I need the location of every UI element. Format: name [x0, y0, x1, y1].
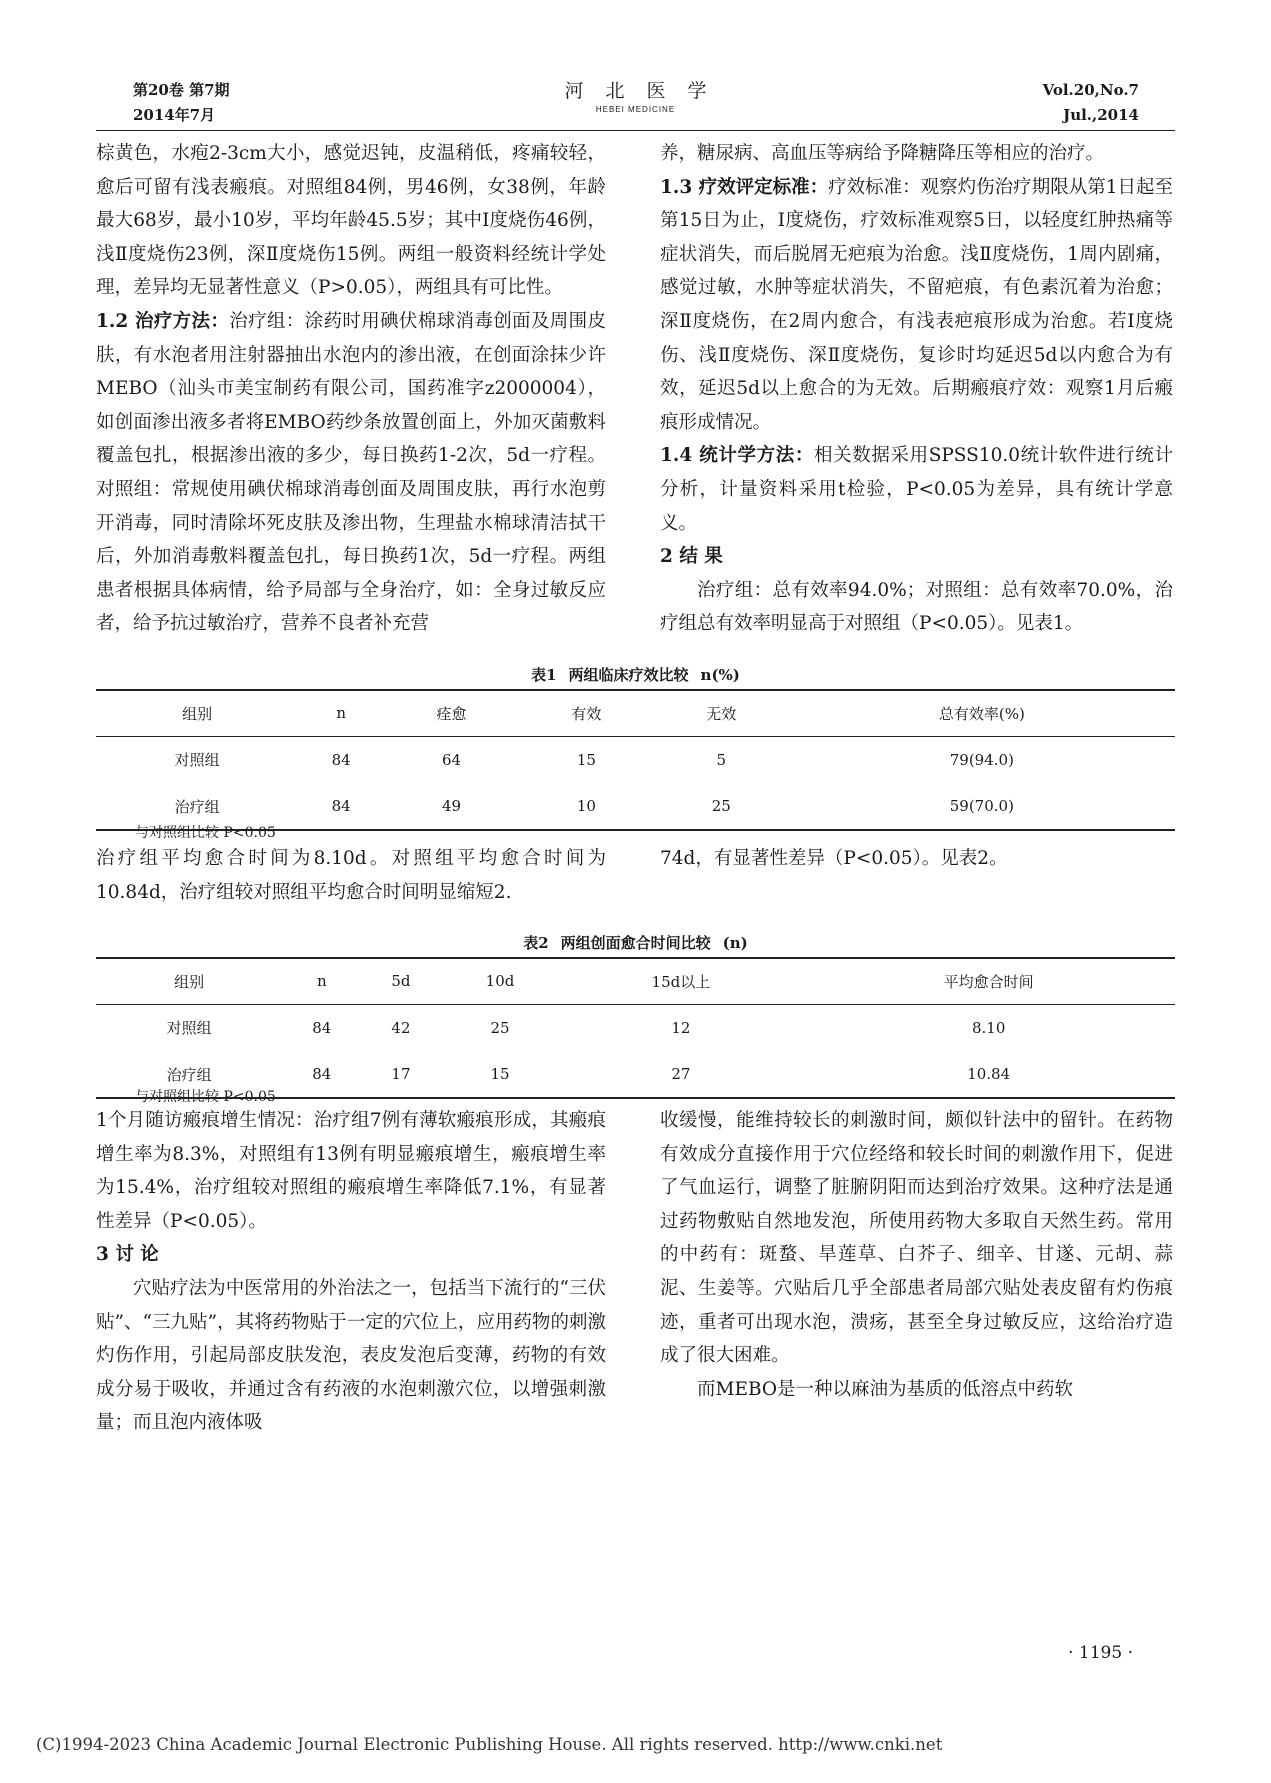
- header-rule: [96, 130, 1175, 131]
- copyright-footer: (C)1994-2023 China Academic Journal Electronic Publishing House. All rights reserved. http://www.cnki.net: [36, 1735, 943, 1754]
- table1-caption: [0, 664, 1271, 685]
- table-cell: 5: [716, 750, 727, 769]
- table-header: n: [282, 958, 361, 1004]
- table-cell: 84: [331, 750, 351, 769]
- table-header: 组别: [96, 690, 298, 736]
- table-row: [96, 1004, 1175, 1051]
- table2-title: 两组创面愈合时间比较: [560, 934, 711, 952]
- paragraph: 穴贴疗法为中医常用的外治法之一，包括当下流行的“三伏贴”、“三九贴”，其将药物贴于一定的穴位上，应用药物的刺激灼伤作用，引起局部皮肤发泡，表皮发泡后变薄，药物的有效成分易于吸收，并通过含有药液的水泡刺激穴位，以增强刺激量；而且泡内液体吸: [96, 1277, 606, 1434]
- table-cell: 10: [519, 783, 654, 830]
- section-3-heading: 3 讨 论: [96, 1244, 159, 1266]
- page-number: · 1195 ·: [1068, 1643, 1133, 1663]
- table-header: 平均愈合时间: [802, 958, 1175, 1004]
- table-header-row: [96, 958, 1175, 1004]
- table-header: 痊愈: [384, 690, 519, 736]
- journal-title: 河北医学: [564, 80, 729, 102]
- section-1-4: [660, 439, 1173, 540]
- paragraph: 74d，有显著性差异（P<0.05）。见表2。: [660, 848, 1008, 869]
- table1: [96, 689, 1175, 831]
- issue-date: 2014年7月: [133, 106, 216, 124]
- paragraph: 而MEBO是一种以麻油为基质的低溶点中药软: [697, 1378, 1074, 1400]
- table-header: 15d以上: [559, 958, 802, 1004]
- table-header: 5d: [361, 958, 440, 1004]
- table2-note: 与对照组比较 P<0.05: [135, 1089, 276, 1105]
- table-cell: 对照组: [166, 1019, 212, 1038]
- table-header: 无效: [654, 690, 789, 736]
- table-header: 10d: [441, 958, 560, 1004]
- table-cell: 42: [391, 1018, 411, 1037]
- left-column-top: [96, 137, 606, 641]
- table-cell: 27: [559, 1051, 802, 1098]
- mid-left-text: [96, 842, 606, 909]
- table-header: 有效: [519, 690, 654, 736]
- section-heading: 1.4 统计学方法：: [660, 445, 814, 467]
- table1-unit: n(%): [700, 666, 740, 684]
- paragraph: 治疗组：总有效率94.0%；对照组：总有效率70.0%，治疗组总有效率明显高于对照组（P<0.05）。见表1。: [660, 579, 1173, 635]
- table-row: [96, 736, 1175, 783]
- table-header-row: [96, 690, 1175, 736]
- table1-title: 两组临床疗效比较: [568, 666, 689, 684]
- section-body: 治疗组：涂药时用碘伏棉球消毒创面及周围皮肤，有水泡者用注射器抽出水泡内的渗出液，在创面涂抹少许MEBO（汕头市美宝制药有限公司，国药准字z2000004），如创面渗出液多者将EMBO药纱条放置创面上，外加灭菌敷料覆盖包扎，根据渗出液的多少，每日换药1-2次，5d一疗程。对照组：常规使用碘伏棉球消毒创面及周围皮肤，再行水泡剪开消毒，同时清除坏死皮肤及渗出物，生理盐水棉球清洁拭干后，外加消毒敷料覆盖包扎，每日换药1次，5d一疗程。两组患者根据具体病情，给予局部与全身治疗，如：全身过敏反应者，给予抗过敏治疗，营养不良者补充营: [96, 310, 606, 635]
- table-header: 组别: [96, 958, 282, 1004]
- table-cell: 25: [654, 783, 789, 830]
- table-cell: 对照组: [174, 751, 220, 770]
- table-cell: 治疗组: [96, 783, 298, 830]
- paragraph: 棕黄色，水疱2-3cm大小，感觉迟钝，皮温稍低，疼痛较轻，愈后可留有浅表瘢痕。对照组84例，男46例，女38例，年龄最大68岁，最小10岁，平均年龄45.5岁；其中Ⅰ度烧伤46例，浅Ⅱ度烧伤23例，深Ⅱ度烧伤15例。两组一般资料经统计学处理，差异均无显著性意义（P>0.05），两组具有可比性。: [96, 143, 606, 299]
- paragraph: 治疗组平均愈合时间为8.10d。对照组平均愈合时间为10.84d，治疗组较对照组平均愈合时间明显缩短2.: [96, 848, 606, 903]
- section-1-3: [660, 171, 1173, 440]
- section-heading: 1.3 疗效评定标准：: [660, 176, 829, 198]
- left-column-bottom: [96, 1104, 606, 1440]
- table1-number: 表1: [531, 666, 557, 684]
- table-cell: 79(94.0): [949, 750, 1014, 769]
- issue-date-en: Jul.,2014: [1063, 106, 1139, 124]
- section-2-heading: 2 结 果: [660, 546, 723, 568]
- table-header: 总有效率(%): [789, 690, 1175, 736]
- right-column-bottom: [660, 1104, 1173, 1406]
- volume-issue-en: Vol.20,No.7: [1042, 81, 1139, 99]
- table-cell: 10.84: [802, 1051, 1175, 1098]
- table-cell: 59(70.0): [789, 783, 1175, 830]
- section-body: 相关数据采用SPSS10.0统计软件进行统计分析，计量资料采用t检验，P<0.05为差异，具有统计学意义。: [660, 445, 1173, 534]
- table1-note: 与对照组比较 P<0.05: [135, 825, 276, 841]
- paragraph: 1个月随访瘢痕增生情况：治疗组7例有薄软瘢痕形成，其瘢痕增生率为8.3%，对照组有13例有明显瘢痕增生，瘢痕增生率为15.4%，治疗组较对照组的瘢痕增生率降低7.1%，有显著性差异（P<0.05）。: [96, 1110, 606, 1232]
- table-cell: 15: [441, 1051, 560, 1098]
- right-column-top: [660, 137, 1173, 641]
- table-cell: 64: [441, 750, 462, 769]
- table-cell: 25: [490, 1018, 510, 1037]
- header-right: [1043, 78, 1139, 128]
- table-cell: 17: [361, 1051, 440, 1098]
- table-cell: 49: [384, 783, 519, 830]
- table-header: n: [298, 690, 384, 736]
- mid-right-text: [660, 842, 1173, 876]
- volume-issue: 第20卷 第7期: [133, 81, 230, 99]
- table-cell: 15: [576, 750, 596, 769]
- table-cell: 84: [312, 1018, 332, 1037]
- paragraph: 收缓慢，能维持较长的刺激时间，颇似针法中的留针。在药物有效成分直接作用于穴位经络和较长时间的刺激作用下，促进了气血运行，调整了脏腑阴阳而达到治疗效果。这种疗法是通过药物敷贴自然地发泡，所使用药物大多取自天然生药。常用的中药有：斑蝥、旱莲草、白芥子、细辛、甘遂、元胡、蒜泥、生姜等。穴贴后几乎全部患者局部穴贴处表皮留有灼伤痕迹，重者可出现水泡，溃疡，甚至全身过敏反应，这给治疗造成了很大困难。: [660, 1110, 1173, 1367]
- table-cell: 84: [282, 1051, 361, 1098]
- table2-number: 表2: [523, 934, 549, 952]
- section-1-2: [96, 305, 606, 641]
- section-body: 疗效标准：观察灼伤治疗期限从第1日起至第15日为止，Ⅰ度烧伤，疗效标准观察5日，以轻度红肿热痛等症状消失，而后脱屑无疤痕为治愈。浅Ⅱ度烧伤，1周内剧痛，感觉过敏，水肿等症状消失，不留疤痕，有色素沉着为治愈；深Ⅱ度烧伤，在2周内愈合，有浅表疤痕形成为治愈。若Ⅰ度烧伤、浅Ⅱ度烧伤、深Ⅱ度烧伤，复诊时均延迟5d以内愈合为有效，延迟5d以上愈合的为无效。后期瘢痕疗效：观察1月后瘢痕形成情况。: [660, 176, 1173, 433]
- table-cell: 84: [298, 783, 384, 830]
- paragraph: 养，糖尿病、高血压等病给予降糖降压等相应的治疗。: [660, 143, 1105, 164]
- table2-unit: (n): [722, 934, 748, 952]
- journal-subtitle: HEBEI MEDICINE: [595, 105, 676, 114]
- table-cell: 8.10: [971, 1018, 1006, 1037]
- table-cell: 治疗组: [96, 1051, 282, 1098]
- table-cell: 12: [671, 1018, 691, 1037]
- table2-caption: [0, 932, 1271, 953]
- section-heading: 1.2 治疗方法：: [96, 310, 230, 332]
- table2: [96, 957, 1175, 1099]
